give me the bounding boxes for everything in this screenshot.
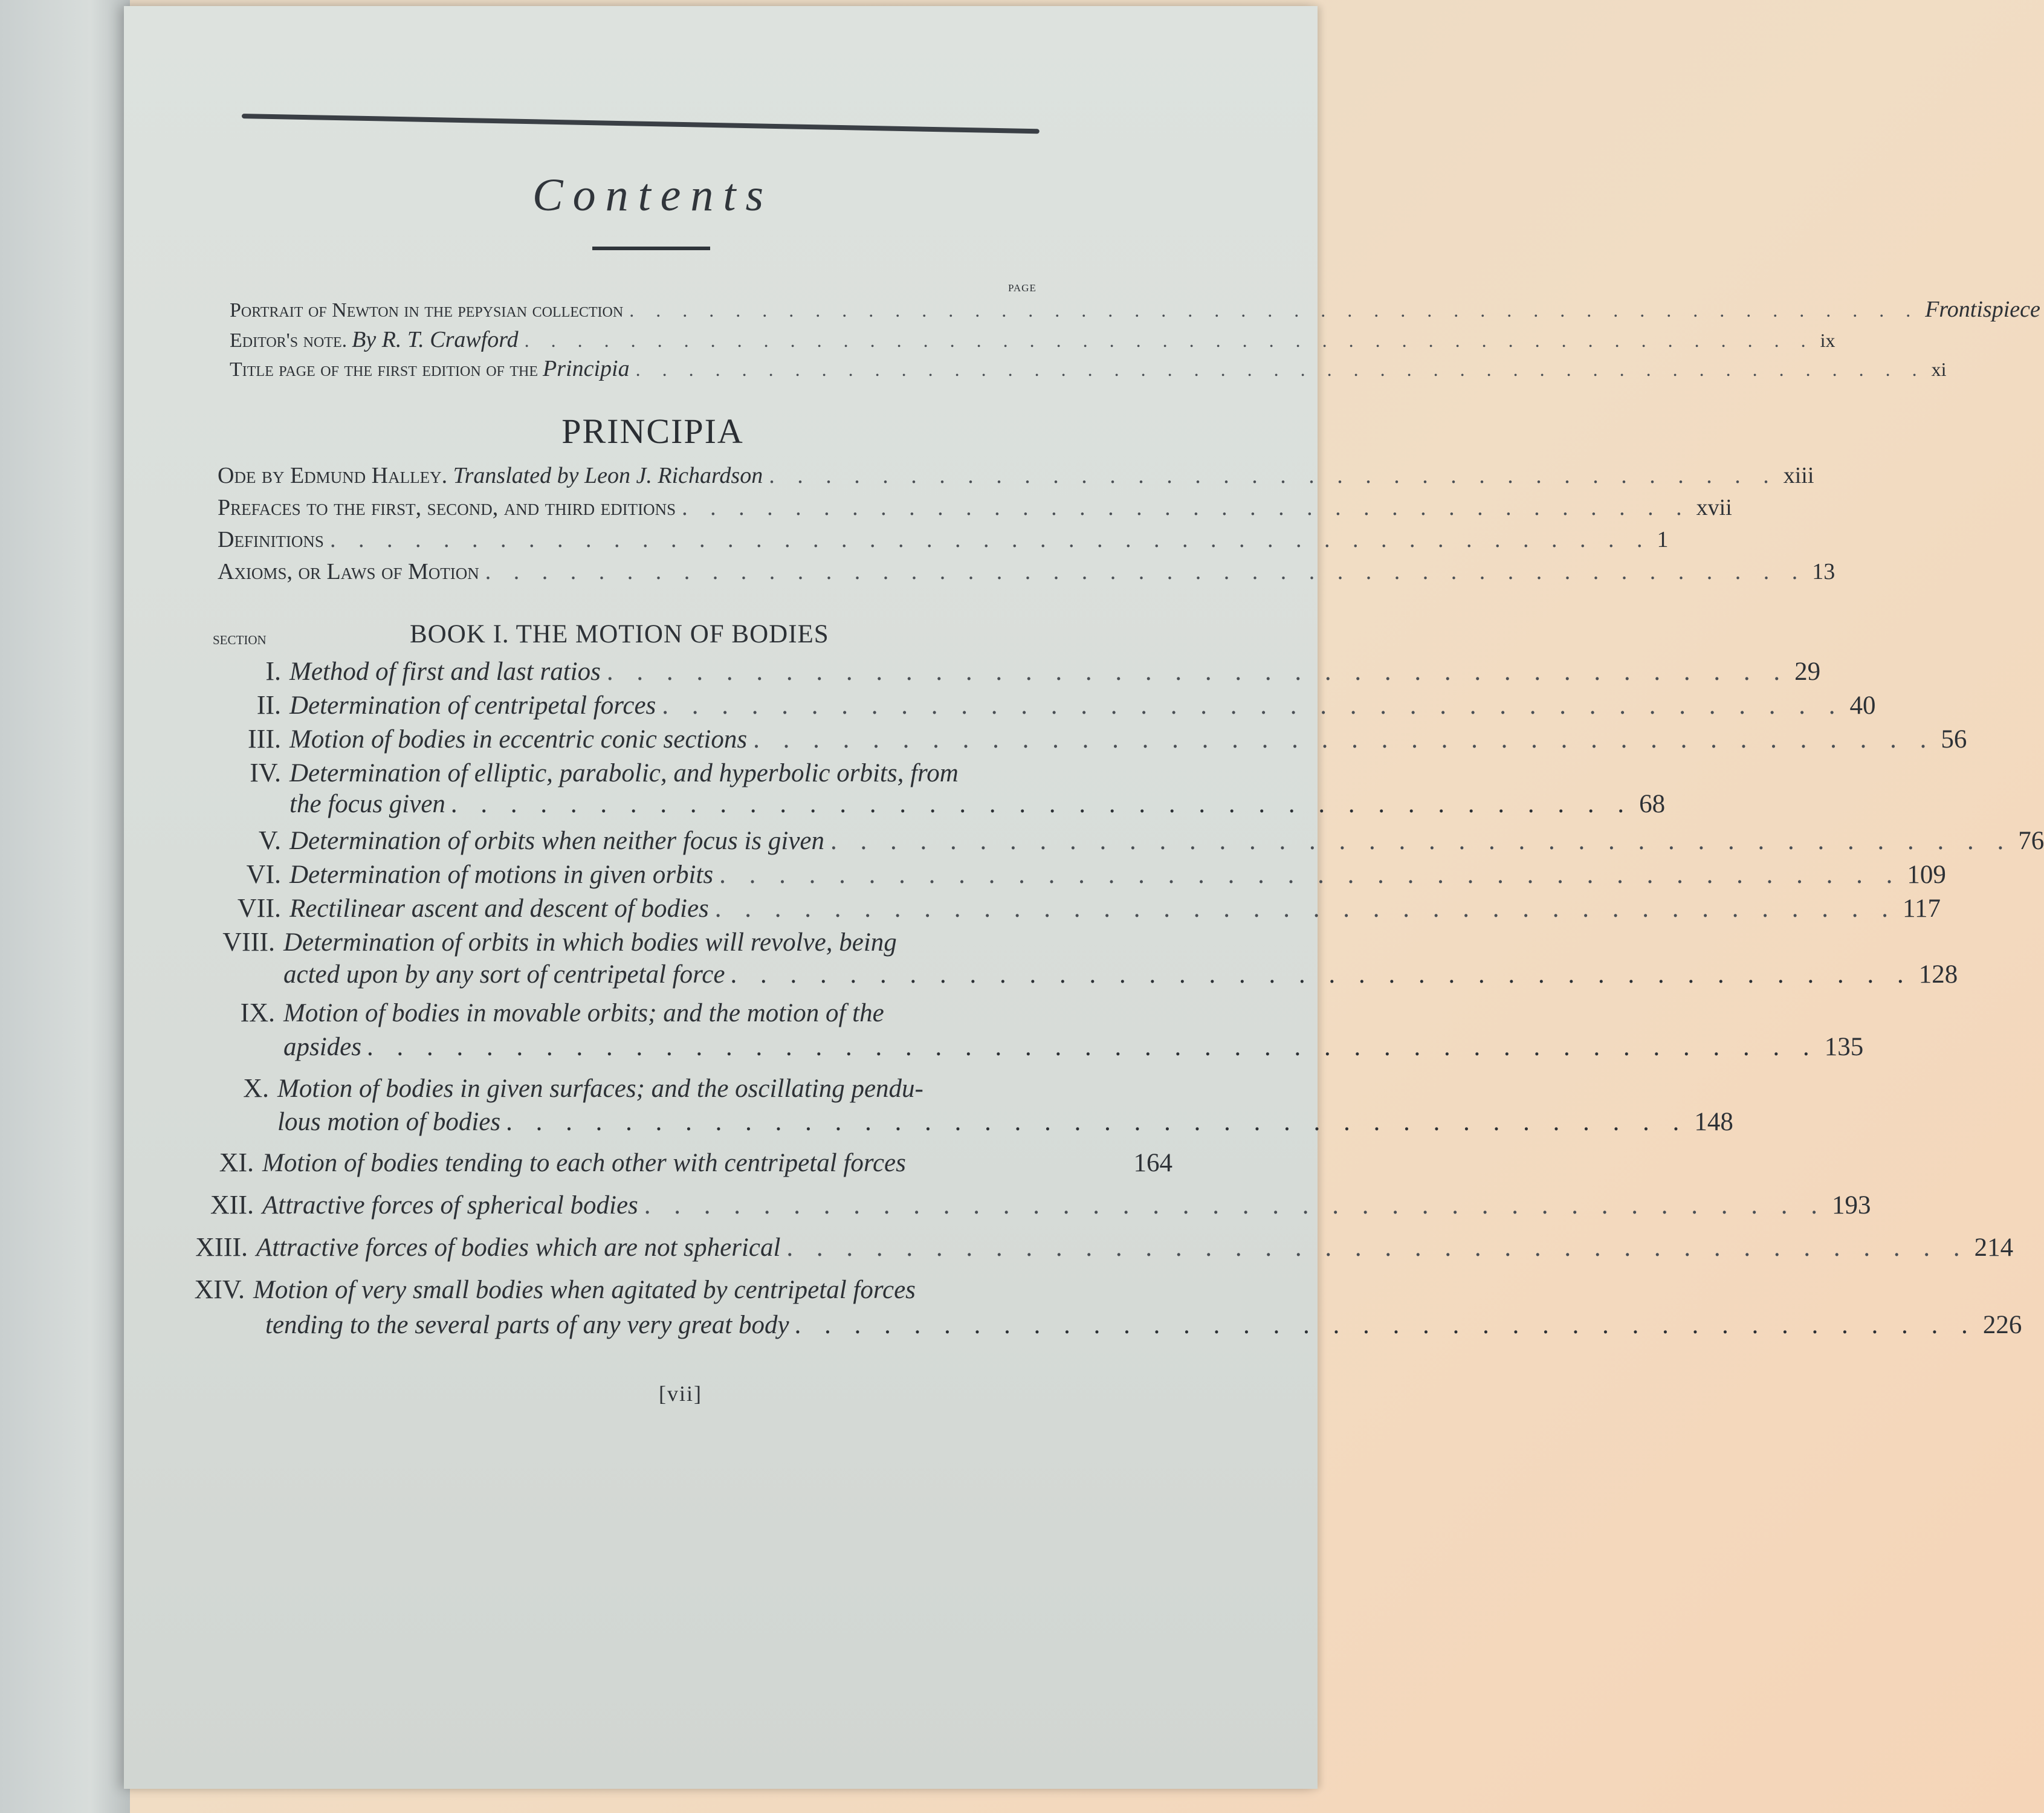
section-page: 40 xyxy=(1849,691,1876,720)
section-page: 135 xyxy=(1824,1033,1864,1061)
page-column-label: page xyxy=(1008,279,1037,295)
section-number: I. xyxy=(265,656,281,686)
section-title-continued: tending to the several parts of any very great body xyxy=(265,1311,789,1339)
section-title: Motion of bodies in eccentric conic sections xyxy=(289,725,748,754)
leader-dots: . . . . . . . . . . . . . . . . . . . . . . . . . . . . . . . . . . . . . . . . xyxy=(606,658,1789,686)
entry-label-italic: By R. T. Crawford xyxy=(352,327,519,352)
entry-page: 13 xyxy=(1812,559,1835,584)
entry-label: Title page of the first edition of the xyxy=(230,358,538,381)
section-title: Determination of centripetal forces xyxy=(289,691,656,720)
toc-section-III xyxy=(209,723,1967,754)
leader-dots: . . . . . . . . . . . . . . . . . . . . . . . . . . . . . . . . . . . . . . . . . . . . . . . . . xyxy=(367,1033,1819,1061)
leader-dots: . . . . . . . . . . . . . . . . . . . . . . . . . . . . . . . . . . . . . . . . xyxy=(786,1233,1968,1262)
leader-dots: . . . . . . . . . . . . . . . . . . . . . . . . . . . . . . . . . . . . . . . . xyxy=(830,827,2013,855)
leader-dots: . . . . . . . . . . . . . . . . . . . . . . . . . . . . . . . . . . . . . . . . xyxy=(506,1108,1689,1136)
toc-entry-definitions xyxy=(218,526,1669,553)
section-page: 68 xyxy=(1639,790,1666,818)
toc-section-V xyxy=(209,825,2044,856)
section-title: Determination of elliptic, parabolic, and hyperbolic orbits, from xyxy=(289,759,959,787)
leader-dots: . . . . . . . . . . . . . . . . . . . . . . . . . . . . . . . . . . . . . . . . . . . . . . . xyxy=(329,527,1651,552)
entry-page: xvii xyxy=(1696,495,1732,520)
section-number: V. xyxy=(258,826,281,855)
toc-section-VIII-continuation xyxy=(283,960,1958,989)
section-number: VI. xyxy=(246,859,281,889)
toc-section-VII xyxy=(209,893,1941,923)
toc-section-XI xyxy=(181,1147,1172,1178)
section-title: Method of first and last ratios xyxy=(289,658,601,686)
toc-section-XII xyxy=(181,1189,1871,1220)
section-number: VIII. xyxy=(222,927,275,957)
leader-dots: . . . . . . . . . . . . . . . . . . . . . . . . . . . . . . . . . . . . . . . . . . . . . . . . . xyxy=(524,329,1814,351)
entry-label-italic: Translated by Leon J. Richardson xyxy=(453,463,763,488)
entry-page: xi xyxy=(1931,358,1947,380)
toc-entry-title-page xyxy=(230,355,1947,382)
toc-section-IV xyxy=(209,757,1115,788)
principia-heading: PRINCIPIA xyxy=(561,412,744,451)
book-title: BOOK I. THE MOTION OF BODIES xyxy=(410,620,829,648)
section-page: 193 xyxy=(1832,1191,1871,1220)
section-title: Determination of orbits when neither focus is given xyxy=(289,827,824,855)
section-title: Attractive forces of spherical bodies xyxy=(262,1191,638,1220)
section-page: 76 xyxy=(2018,827,2044,855)
section-number: XII. xyxy=(210,1190,254,1220)
leader-dots: . . . . . . . . . . . . . . . . . . . . . . . . . . . . . . . . . . . . . . . . xyxy=(753,725,1935,754)
entry-page: 1 xyxy=(1657,527,1669,552)
toc-entry-editors-note xyxy=(230,326,1835,353)
toc-section-XIV xyxy=(172,1274,1200,1305)
toc-section-IX xyxy=(202,997,1127,1028)
toc-entry-axioms xyxy=(218,558,1835,585)
entry-page: Frontispiece xyxy=(1925,297,2040,322)
section-title: Motion of very small bodies when agitated by centripetal forces xyxy=(253,1276,916,1304)
section-page: 164 xyxy=(1133,1149,1172,1177)
toc-section-VI xyxy=(209,859,1946,890)
entry-label-italic: Principia xyxy=(543,356,630,381)
leader-dots: . . . . . . . . . . . . . . . . . . . . . . . . . . . . . . . . . . . . . . . . . . . . . . . . . xyxy=(635,358,1926,380)
leader-dots: . . . . . . . . . . . . . . . . . . . . . . . . . . . . . . . . . . . . xyxy=(769,463,1777,488)
section-title-continued: the focus given xyxy=(289,790,445,818)
section-title: Motion of bodies in movable orbits; and the motion of the xyxy=(283,999,884,1027)
section-page: 29 xyxy=(1794,658,1821,686)
contents-title: Contents xyxy=(532,170,774,221)
toc-section-X xyxy=(196,1073,1139,1104)
toc-section-XIII xyxy=(175,1232,2014,1262)
toc-section-VIII xyxy=(202,926,1121,957)
section-page: 56 xyxy=(1941,725,1967,754)
section-number: XIV. xyxy=(194,1275,245,1304)
section-title: Motion of bodies in given surfaces; and the oscillating pendu- xyxy=(277,1075,923,1103)
section-title: Attractive forces of bodies which are not spherical xyxy=(256,1233,781,1262)
toc-section-X-continuation xyxy=(277,1107,1733,1137)
section-title: Motion of bodies tending to each other with centripetal forces xyxy=(262,1149,906,1177)
section-page: 148 xyxy=(1694,1108,1733,1136)
section-number: III. xyxy=(248,724,281,754)
section-number: X. xyxy=(243,1073,269,1103)
section-page: 117 xyxy=(1903,894,1941,923)
section-page: 128 xyxy=(1918,960,1958,989)
leader-dots: . . . . . . . . . . . . . . . . . . . . . . . . . . . . . . . . . . . . . . . . xyxy=(714,894,1897,923)
toc-section-XIV-continuation xyxy=(265,1310,2022,1340)
section-page: 226 xyxy=(1982,1311,2022,1339)
section-title-continued: lous motion of bodies xyxy=(277,1108,501,1136)
toc-section-II xyxy=(209,690,1876,720)
section-title-continued: acted upon by any sort of centripetal force xyxy=(283,960,725,989)
page-folio: [vii] xyxy=(659,1382,702,1406)
leader-dots: . . . . . . . . . . . . . . . . . . . . . . . . . . . . . . . . . . . . . . . . xyxy=(662,691,1844,720)
section-title: Determination of orbits in which bodies will revolve, being xyxy=(283,928,897,957)
entry-label: Ode by Edmund Halley. xyxy=(218,463,448,488)
leader-dots: . . . . . . . . . . . . . . . . . . . . . . . . . . . . . . . . . . . . . . . . . . . . . . . xyxy=(485,559,1806,584)
leader-dots: . . . . . . . . . . . . . . . . . . . . . . . . . . . . . . . . . . . . . . . . xyxy=(644,1191,1826,1220)
left-page-edge xyxy=(0,0,130,1813)
toc-section-I xyxy=(209,656,1821,687)
toc-entry-prefaces xyxy=(218,494,1732,521)
section-title-continued: apsides xyxy=(283,1033,361,1061)
toc-section-IX-continuation xyxy=(283,1032,1864,1062)
entry-label: Definitions xyxy=(218,527,324,552)
entry-label: Portrait of Newton in the pepysian collection xyxy=(230,299,624,322)
toc-section-IV-continuation xyxy=(289,789,1666,819)
leader-dots: . . . . . . . . . . . . . . . . . . . . . . . . . . . . . . . . . . . . . . . . xyxy=(795,1311,1977,1339)
section-number: VII. xyxy=(237,893,281,923)
section-title: Rectilinear ascent and descent of bodies xyxy=(289,894,709,923)
leader-dots: . . . . . . . . . . . . . . . . . . . . . . . . . . . . . . . . . . . . . . . . . . . . . . . . . xyxy=(629,299,1919,321)
leader-dots: . . . . . . . . . . . . . . . . . . . . . . . . . . . . . . . . . . . . xyxy=(682,495,1690,520)
entry-page: ix xyxy=(1820,329,1835,351)
toc-entry-portrait xyxy=(230,296,2040,323)
section-number: XI. xyxy=(219,1148,254,1177)
leader-dots: . . . . . . . . . . . . . . . . . . . . . . . . . . . . . . . . . . . . . . . . xyxy=(451,790,1634,818)
section-number: XIII. xyxy=(195,1232,248,1262)
section-column-label: section xyxy=(213,629,267,648)
section-number: II. xyxy=(256,690,281,720)
entry-page: xiii xyxy=(1783,463,1814,488)
entry-label: Prefaces to the first, second, and third editions xyxy=(218,495,676,520)
title-underline xyxy=(592,247,710,250)
entry-label: Editor's note. xyxy=(230,329,348,352)
section-title: Determination of motions in given orbits xyxy=(289,861,714,889)
entry-label: Axioms, or Laws of Motion xyxy=(218,559,479,584)
section-page: 109 xyxy=(1907,861,1946,889)
section-number: IV. xyxy=(250,758,281,787)
toc-entry-ode xyxy=(218,462,1814,489)
leader-dots: . . . . . . . . . . . . . . . . . . . . . . . . . . . . . . . . . . . . . . . . xyxy=(719,861,1901,889)
leader-dots: . . . . . . . . . . . . . . . . . . . . . . . . . . . . . . . . . . . . . . . . xyxy=(731,960,1913,989)
section-number: IX. xyxy=(240,998,275,1027)
section-page: 214 xyxy=(1974,1233,2014,1262)
